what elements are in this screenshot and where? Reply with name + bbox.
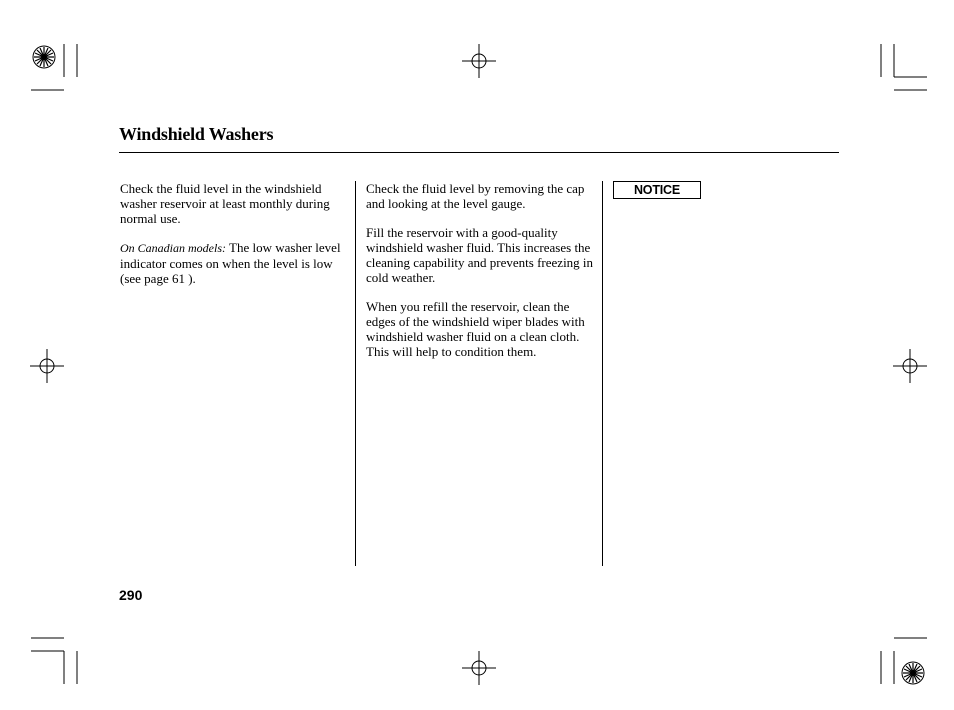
title-rule bbox=[119, 152, 839, 153]
notice-label: NOTICE bbox=[613, 181, 701, 199]
column-2-paragraph-2: Fill the reservoir with a good-quality windshield washer fluid. This increases the cleaning capability and prevents freezing in cold weather. bbox=[366, 225, 594, 285]
crosshair-icon bbox=[462, 44, 496, 78]
column-1-paragraph-2-text: The low washer level indicator comes on when the level is low (see page 61 ). bbox=[120, 240, 341, 286]
column-2-paragraph-3: When you refill the reservoir, clean the edges of the windshield wiper blades with windshield washer fluid on a clean cloth. This will help to condition them. bbox=[366, 299, 585, 359]
column-2 bbox=[366, 181, 594, 373]
page-number: 290 bbox=[119, 587, 143, 603]
column-1 bbox=[120, 181, 345, 300]
column-2-paragraph-1: Check the fluid level by removing the cap and looking at the level gauge. bbox=[366, 181, 585, 211]
page-title: Windshield Washers bbox=[119, 124, 274, 144]
crosshair-icon bbox=[30, 349, 64, 383]
column-1-paragraph-1: Check the fluid level in the windshield washer reservoir at least monthly during normal use. bbox=[120, 181, 330, 226]
crosshair-icon bbox=[462, 651, 496, 685]
starburst-icon bbox=[902, 662, 924, 684]
starburst-icon bbox=[33, 46, 55, 68]
column-divider-2 bbox=[602, 181, 603, 566]
crosshair-icon bbox=[893, 349, 927, 383]
canadian-models-label: On Canadian models: bbox=[120, 241, 226, 255]
column-1-paragraph-2 bbox=[120, 240, 345, 286]
column-divider-1 bbox=[355, 181, 356, 566]
